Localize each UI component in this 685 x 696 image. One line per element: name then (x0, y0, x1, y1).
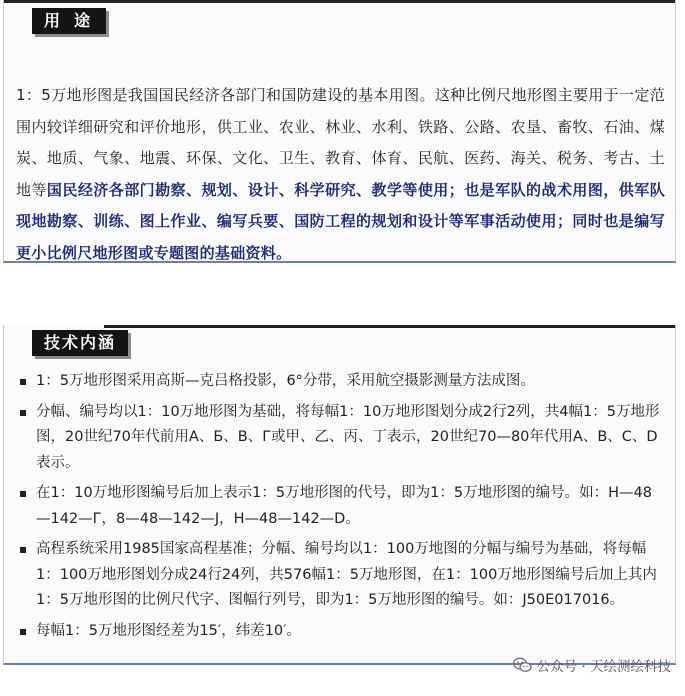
list-item: 分幅、编号均以1：10万地形图为基础，将每幅1：10万地形图划分成2行2列，共4幅1：5万地形图，20世纪70年代前用А、Б、В、Г或甲、乙、丙、丁表示，20世纪70—80年代用A、B、C、D表示。 (16, 400, 663, 477)
list-item: 1：5万地形图采用高斯—克吕格投影，6°分带，采用航空摄影测量方法成图。 (16, 369, 663, 395)
panel-top-rule (4, 0, 675, 3)
panel-top-rule (104, 325, 675, 328)
usage-panel (3, 0, 676, 263)
wechat-icon (513, 657, 532, 673)
tech-list (16, 369, 663, 649)
usage-text-plain: 1：5万地形图是我国国民经济各部门和国防建设的基本用图。这种比例尺地形图主要用于一定范围内较详细研究和评价地形，供工业、农业、林业、水利、铁路、公路、农垦、畜牧、石油、煤炭、地质、气象、地震、环保、文化、卫生、教育、体育、民航、医药、海关、税务、考古、土地等 (16, 86, 665, 199)
list-item: 每幅1：5万地形图经差为15′，纬差10′。 (16, 619, 663, 645)
usage-tab-label: 用途 (32, 8, 106, 34)
list-item: 在1：10万地形图编号后加上表示1：5万地形图的代号，即为1：5万地形图的编号。如：H—48—142—Г，8—48—142—J，H—48—142—D。 (16, 481, 663, 532)
watermark-text: 公众号 · 天绘测绘科技 (536, 659, 671, 675)
usage-paragraph (16, 80, 665, 269)
watermark (513, 655, 671, 675)
tech-tab-label: 技术内涵 (32, 330, 128, 356)
tech-panel (3, 325, 676, 665)
usage-text-highlight: 国民经济各部门勘察、规划、设计、科学研究、教学等使用；也是军队的战术用图，供军队现地勘察、训练、图上作业、编写兵要、国防工程的规划和设计等军事活动使用；同时也是编写更小比例尺地形图或专题图的基础资料。 (16, 180, 665, 262)
list-item: 高程系统采用1985国家高程基准；分幅、编号均以1：100万地图的分幅与编号为基础，将每幅1：100万地形图划分成24行24列，共576幅1：5万地形图，在1：100万地形图编号后加上其内1：5万地形图的比例尺代字、图幅行列号，即为1：5万地形图的编号。如：J50E017016。 (16, 537, 663, 614)
